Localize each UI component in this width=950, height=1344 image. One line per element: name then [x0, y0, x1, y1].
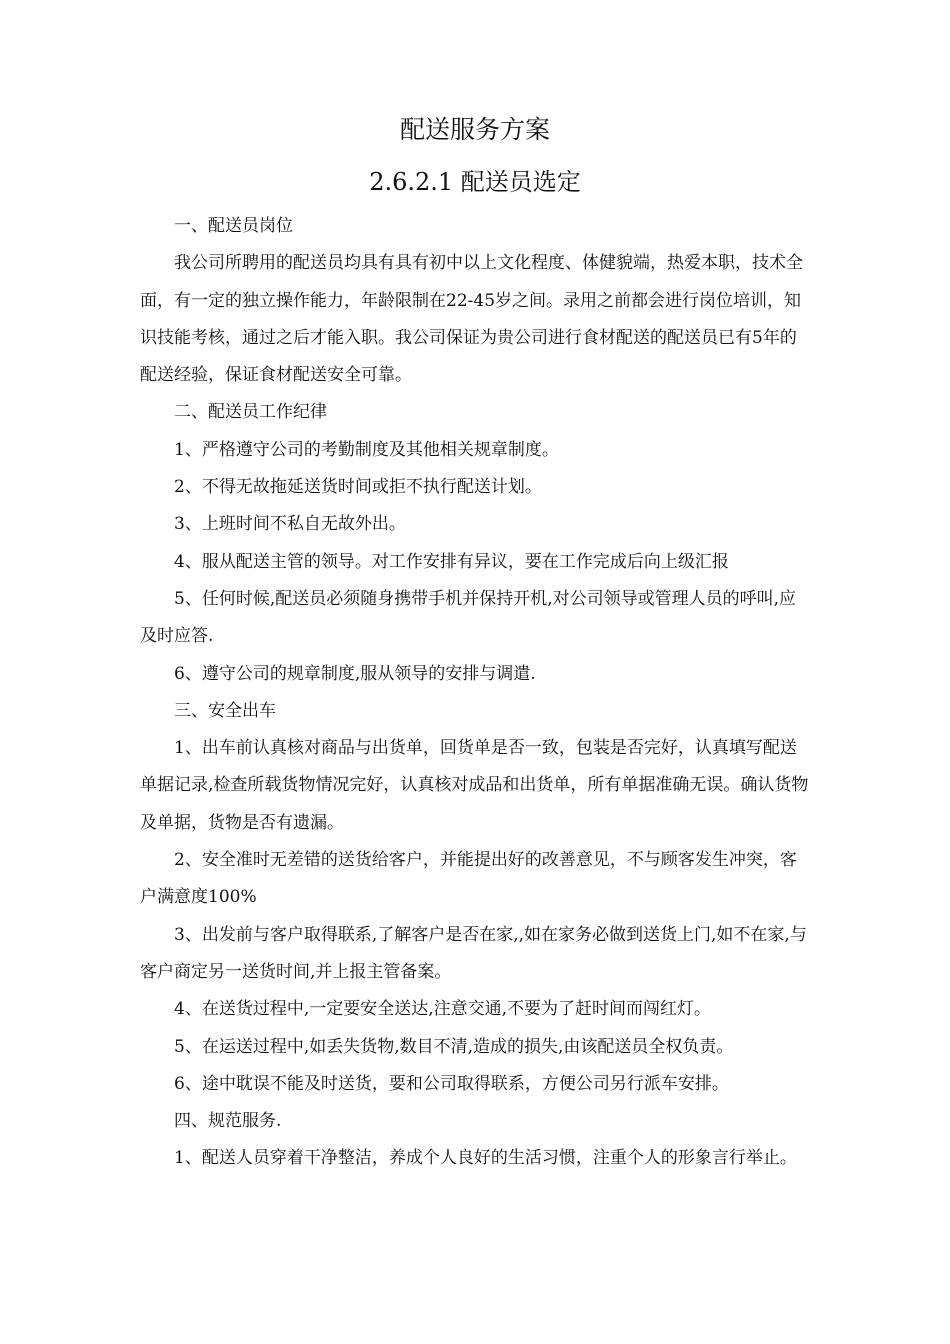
document-body [140, 208, 812, 1178]
list-item-discipline-6: 6、遵守公司的规章制度,服从领导的安排与调遣. [174, 663, 536, 684]
document-title: 配送服务方案 [399, 115, 550, 144]
list-item-safety-5: 5、在运送过程中,如丢失货物,数目不清,造成的损失,由该配送员全权负责。 [174, 1036, 734, 1057]
list-item-service-1: 1、配送人员穿着干净整洁，养成个人良好的生活习惯，注重个人的形象言行举止。 [174, 1148, 797, 1169]
list-item-safety-6: 6、途中耽误不能及时送货，要和公司取得联系，方便公司另行派车安排。 [174, 1073, 729, 1094]
section-heading: 2.6.2.1 配送员选定 [369, 168, 581, 196]
paragraph-staff-qualifications: 我公司所聘用的配送员均具有具有初中以上文化程度、体健貌端，热爱本职，技术全面，有一定的独立操作能力，年龄限制在22-45岁之间。录用之前都会进行岗位培训，知识技能考核，通过之后才能入职。我公司保证为贵公司进行食材配送的配送员已有5年的配送经验，保证食材配送安全可靠。 [140, 253, 803, 386]
heading-safe-dispatch: 三、安全出车 [174, 700, 276, 721]
heading-delivery-staff-position: 一、配送员岗位 [174, 216, 293, 236]
list-item-discipline-5: 5、任何时候,配送员必须随身携带手机并保持开机,对公司领导或管理人员的呼叫,应及时应答. [140, 588, 797, 647]
heading-work-discipline: 二、配送员工作纪律 [174, 402, 327, 423]
list-item-safety-3: 3、出发前与客户取得联系,了解客户是否在家,,如在家务必做到送货上门,如不在家,与客户商定另一送货时间,并上报主管备案。 [140, 924, 807, 982]
list-item-safety-4: 4、在送货过程中,一定要安全送达,注意交通,不要为了赶时间而闯红灯。 [174, 999, 712, 1020]
list-item-discipline-4: 4、服从配送主管的领导。对工作安排有异议，要在工作完成后向上级汇报 [174, 551, 729, 572]
list-item-discipline-2: 2、不得无故拖延送货时间或拒不执行配送计划。 [174, 477, 542, 498]
list-item-safety-1: 1、出车前认真核对商品与出货单，回货单是否一致，包装是否完好，认真填写配送单据记录,检查所载货物情况完好，认真核对成品和出货单，所有单据准确无误。确认货物及单据，货物是否有遗漏。 [140, 738, 809, 833]
list-item-discipline-1: 1、严格遵守公司的考勤制度及其他相关规章制度。 [174, 439, 559, 460]
list-item-safety-2: 2、安全准时无差错的送货给客户，并能提出好的改善意见，不与顾客发生冲突，客户满意度100% [140, 850, 797, 908]
list-item-discipline-3: 3、上班时间不私自无故外出。 [174, 514, 406, 535]
heading-standard-service: 四、规范服务. [174, 1111, 282, 1132]
